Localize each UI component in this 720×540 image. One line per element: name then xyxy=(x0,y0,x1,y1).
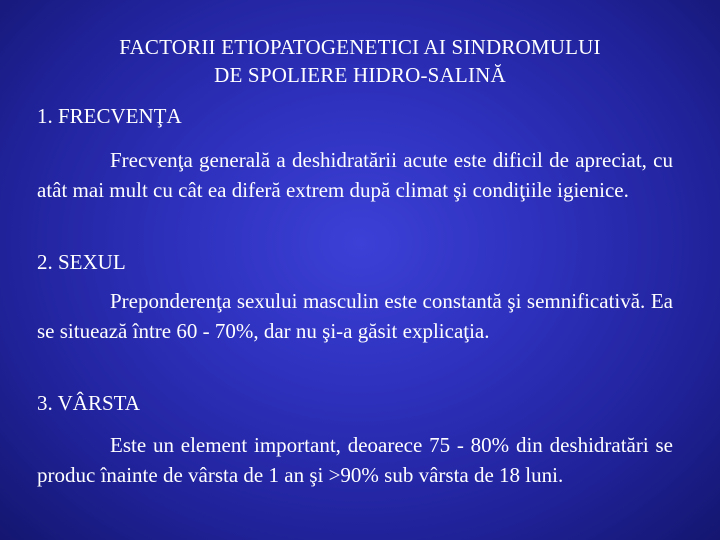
section-text-varsta: Este un element important, deoarece 75 - 80% din deshidratări se produc înainte de vârsta de 1 an şi >90% sub vârsta de 18 luni. xyxy=(37,433,673,487)
section-heading-frecventa: 1. FRECVENŢA xyxy=(37,104,182,128)
section-heading-sexul: 2. SEXUL xyxy=(37,250,126,274)
section-heading-varsta: 3. VÂRSTA xyxy=(37,391,140,415)
section-text-frecventa: Frecvenţa generală a deshidratării acute este dificil de apreciat, cu atât mai mult cu cât ea diferă extrem după climat şi condiţiile igienice. xyxy=(37,148,673,202)
slide-title-line-2: DE SPOLIERE HIDRO-SALINĂ xyxy=(214,63,506,87)
slide-title-line-1: FACTORII ETIOPATOGENETICI AI SINDROMULUI xyxy=(119,35,601,59)
section-text-sexul: Preponderenţa sexului masculin este constantă şi semnificativă. Ea se situează între 60 - 70%, dar nu şi-a găsit explicaţia. xyxy=(37,289,673,343)
slide-title xyxy=(40,33,680,89)
